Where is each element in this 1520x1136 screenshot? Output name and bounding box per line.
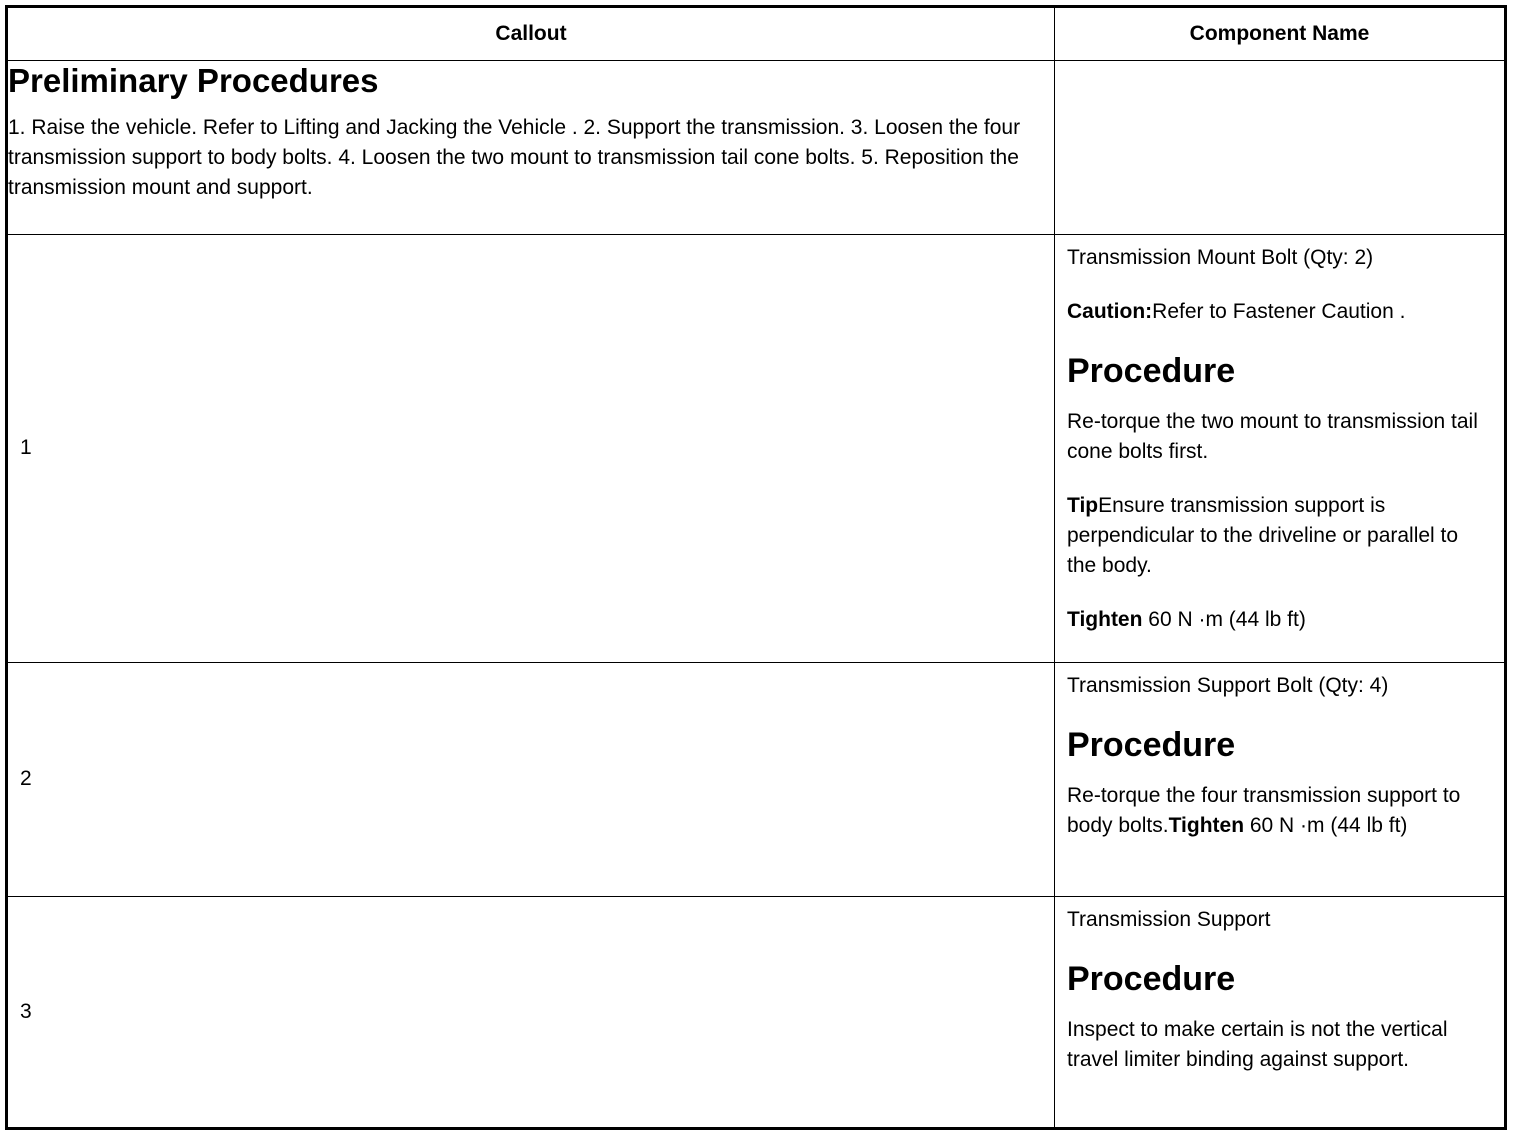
preliminary-cell [7, 61, 1055, 235]
table-row [7, 896, 1506, 1128]
procedure-text: Re-torque the two mount to transmission tail cone bolts first. [1067, 410, 1478, 464]
procedure-table [5, 5, 1507, 1130]
preliminary-empty-cell [1055, 61, 1506, 235]
tighten-spec [1067, 605, 1492, 635]
preliminary-text: 1. Raise the vehicle. Refer to Lifting and Jacking the Vehicle . 2. Support the transmission. 3. Loosen the four transmission support to body bolts. 4. Loosen the two mount to transmission tail cone bolts. 5. Reposition the transmission mount and support. [8, 116, 1021, 199]
tighten-value: 60 N ·m (44 lb ft) [1244, 813, 1408, 837]
table-row [7, 662, 1506, 896]
callout-cell: 3 [7, 896, 1055, 1128]
component-name: Transmission Support Bolt (Qty: 4) [1067, 673, 1389, 697]
component-cell [1055, 896, 1506, 1128]
table-row [7, 235, 1506, 662]
tighten-value: 60 N ·m (44 lb ft) [1142, 608, 1306, 632]
tip-text: Ensure transmission support is perpendicular to the driveline or parallel to the body. [1067, 494, 1459, 578]
tip-note [1067, 491, 1492, 581]
header-callout: Callout [7, 7, 1055, 61]
header-component-name: Component Name [1055, 7, 1506, 61]
component-cell [1055, 662, 1506, 896]
component-name: Transmission Support [1067, 907, 1271, 931]
callout-cell: 2 [7, 662, 1055, 896]
tip-label: Tip [1067, 494, 1099, 518]
table-header-row [7, 7, 1506, 61]
procedure-title: Procedure [1067, 959, 1236, 998]
caution-text: Refer to Fastener Caution . [1152, 300, 1406, 324]
caution-note [1067, 297, 1492, 327]
procedure-title: Procedure [1067, 725, 1236, 764]
caution-label: Caution: [1067, 300, 1153, 324]
component-name: Transmission Mount Bolt (Qty: 2) [1067, 246, 1374, 270]
tighten-label: Tighten [1168, 813, 1245, 837]
component-cell [1055, 235, 1506, 662]
tighten-label: Tighten [1067, 608, 1143, 632]
callout-cell: 1 [7, 235, 1055, 662]
procedure-text-body: Re-torque the four transmission support to body bolts. [1067, 783, 1461, 837]
preliminary-title: Preliminary Procedures [8, 62, 379, 99]
procedure-title: Procedure [1067, 352, 1236, 391]
procedure-text [1067, 781, 1492, 841]
procedure-text: Inspect to make certain is not the vertical travel limiter binding against support. [1067, 1017, 1448, 1071]
preliminary-row [7, 61, 1506, 235]
